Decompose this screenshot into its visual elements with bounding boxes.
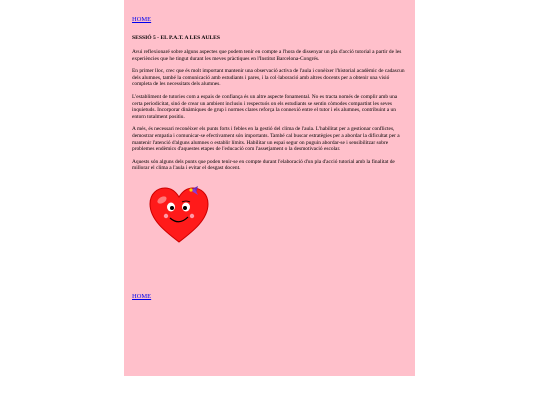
home-link-top[interactable]: HOME [132, 16, 152, 23]
paragraph-3: L'establiment de tutories com a espais de confiança és un altre aspecte fonamental. No es tracta només de complir amb una certa periodicitat, sinó de crear un ambient inclusiu i respectuós on els estudiants se sentin còmodes compartint les seves inquietuds. Incorporar dinàmiques de grup i normes clares reforça la connexió entre el tutor i els alumnes, contribuint a un entorn totalment positiu. [132, 93, 398, 120]
paragraph-1: Avui reflexionaré sobre alguns aspectes que podem tenir en compte a l'hora de dissenyar un pla d'acció tutorial a partir de les experiències que he tingut durant les meves pràctiques en l'Institut Barcelona-Congrés. [132, 49, 402, 62]
content-panel [124, 0, 415, 376]
home-link-bottom[interactable]: HOME [132, 293, 152, 300]
smiling-heart-icon [144, 180, 214, 246]
paragraph-2: En primer lloc, crec que és molt important mantenir una observació activa de l'aula i conèixer l'historial acadèmic de cadascun dels alumnes, també la comunicació amb estudiants i pares, i la col·laboració amb altres docents per a obtenir una visió completa de les necessitats dels alumnes. [132, 68, 405, 88]
paragraph-4: A més, és necessari reconèixer els punts forts i febles en la gestió del clima de l'aula. L'habilitat per a gestionar conflictes, demostrar empatia i comunicar-se efectivament són importants. També cal buscar estratègies per a abordar la dificultat per a mantenir l'atenció d'alguns alumnes o establir límits. Habilitar un espai segur on puguin abordar-se i sensibilitzar sobre problemes endèmics d'aquestes etapes de l'educació com l'assetjament o la desmotivació escolar. [132, 126, 400, 153]
page-title: SESSIÓ 5 - EL P.A.T. A LES AULES [132, 35, 220, 41]
paragraph-5: Aquests són alguns dels punts que poden tenir-se en compte durant l'elaboració d'un pla d'acció tutorial amb la finalitat de millorar el clima a l'aula i evitar el desgast docent. [132, 158, 395, 172]
